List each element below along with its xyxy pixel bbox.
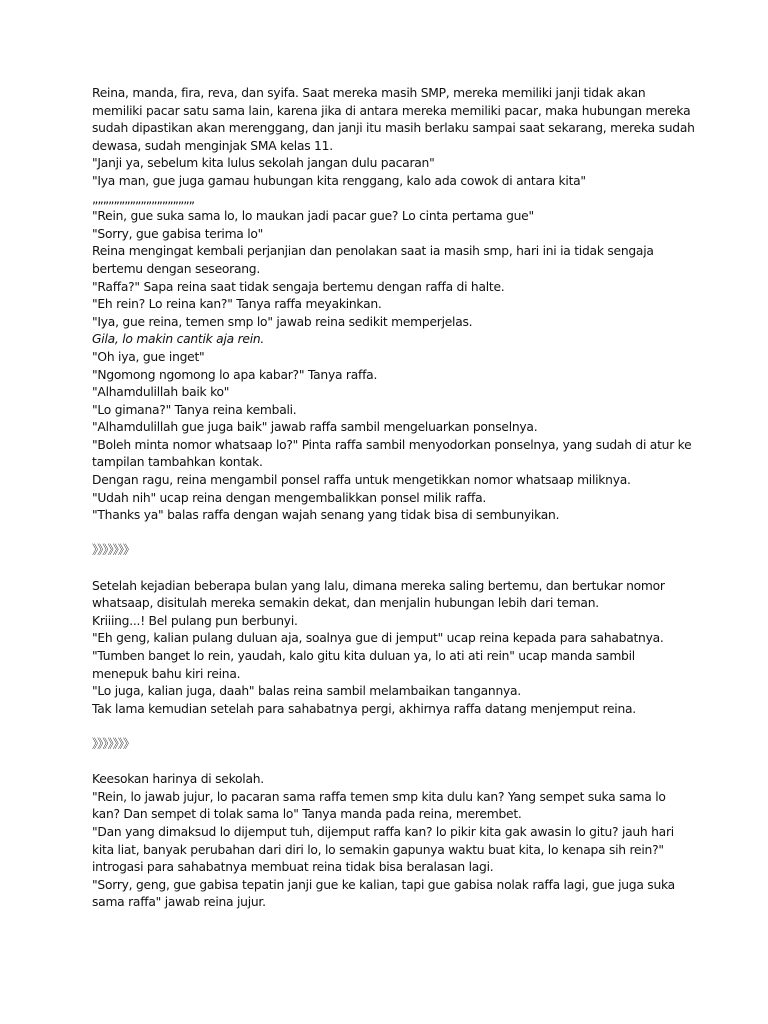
text-line: whatsaap, disitulah mereka semakin dekat, dan menjalin hubungan lebih dari teman. <box>92 596 599 611</box>
blank-line <box>92 560 682 578</box>
text-line: "Dan yang dimaksud lo dijemput tuh, dijemput raffa kan? lo pikir kita gak awasin lo gitu? jauh hari <box>92 824 674 839</box>
text-line: "Sorry, gue gabisa terima lo" <box>92 226 264 241</box>
text-line: "Lo gimana?" Tanya reina kembali. <box>92 402 297 417</box>
text-line: "Iya, gue reina, temen smp lo" jawab reina sedikit memperjelas. <box>92 314 473 329</box>
text-line: "Oh iya, gue inget" <box>92 349 205 364</box>
text-line: memiliki pacar satu sama lain, karena jika di antara mereka memiliki pacar, maka hubungan mereka <box>92 103 691 118</box>
section-separator: „„„„„„„„„„„„„„„„„„„ <box>92 191 195 206</box>
text-line: "Rein, gue suka sama lo, lo maukan jadi pacar gue? Lo cinta pertama gue" <box>92 209 534 224</box>
text-line: Dengan ragu, reina mengambil ponsel raffa untuk mengetikkan nomor whatsaap miliknya. <box>92 473 631 488</box>
blank-line <box>92 754 682 772</box>
text-line: tampilan tambahkan kontak. <box>92 455 263 470</box>
text-line: Tak lama kemudian setelah para sahabatnya pergi, akhirnya raffa datang menjemput reina. <box>92 701 636 716</box>
text-line: "Janji ya, sebelum kita lulus sekolah jangan dulu pacaran" <box>92 156 435 171</box>
text-line: "Alhamdulillah baik ko" <box>92 385 230 400</box>
text-line: "Sorry, geng, gue gabisa tepatin janji gue ke kalian, tapi gue gabisa nolak raffa lagi, gue juga suka <box>92 877 675 892</box>
text-line: Gila, lo makin cantik aja rein. <box>92 332 265 347</box>
text-line: introgasi para sahabatnya membuat reina tidak bisa beralasan lagi. <box>92 860 494 875</box>
text-line: "Ngomong ngomong lo apa kabar?" Tanya raffa. <box>92 367 378 382</box>
text-line: "Eh rein? Lo reina kan?" Tanya raffa meyakinkan. <box>92 297 382 312</box>
text-line: "Lo juga, kalian juga, daah" balas reina sambil melambaikan tangannya. <box>92 684 521 699</box>
text-line: bertemu dengan seseorang. <box>92 261 261 276</box>
text-line: dewasa, sudah menginjak SMA kelas 11. <box>92 138 333 153</box>
text-line: "Tumben banget lo rein, yaudah, kalo gitu kita duluan ya, lo ati ati rein" ucap manda sambil <box>92 649 635 663</box>
text-line: "Rein, lo jawab jujur, lo pacaran sama raffa temen smp kita dulu kan? Yang sempet suka sama lo <box>92 789 666 804</box>
text-line: menepuk bahu kiri reina. <box>92 666 241 681</box>
text-line: Reina mengingat kembali perjanjian dan penolakan saat ia masih smp, hari ini ia tidak sengaja <box>92 244 654 259</box>
text-line: kita liat, banyak perubahan dari diri lo, lo semakin gapunya waktu buat kita, lo kenapa sih rein?" <box>92 842 664 857</box>
document-page <box>92 85 695 912</box>
section-separator: 》》》》》》》 <box>92 543 135 558</box>
text-line: "Iya man, gue juga gamau hubungan kita renggang, kalo ada cowok di antara kita" <box>92 173 586 188</box>
section-separator: 》》》》》》》 <box>92 736 135 751</box>
text-line: "Boleh minta nomor whatsaap lo?" Pinta raffa sambil menyodorkan ponselnya, yang sudah di atur ke <box>92 437 692 452</box>
blank-line <box>92 525 682 543</box>
text-line: "Raffa?" Sapa reina saat tidak sengaja bertemu dengan raffa di halte. <box>92 279 505 294</box>
text-line: Reina, manda, fira, reva, dan syifa. Saat mereka masih SMP, mereka memiliki janji tidak akan <box>92 86 646 100</box>
text-line: "Thanks ya" balas raffa dengan wajah senang yang tidak bisa di sembunyikan. <box>92 508 560 523</box>
text-line: kan? Dan sempet di tolak sama lo" Tanya manda pada reina, merembet. <box>92 807 522 822</box>
text-line: sama raffa" jawab reina jujur. <box>92 895 266 910</box>
text-line: "Alhamdulillah gue juga baik" jawab raffa sambil mengeluarkan ponselnya. <box>92 420 538 435</box>
text-line: sudah dipastikan akan merenggang, dan janji itu masih berlaku sampai saat sekarang, mereka sudah <box>92 121 695 136</box>
text-line: "Eh geng, kalian pulang duluan aja, soalnya gue di jemput" ucap reina kepada para sahabatnya. <box>92 631 664 646</box>
text-line: Keesokan harinya di sekolah. <box>92 772 264 787</box>
text-line: "Udah nih" ucap reina dengan mengembalikkan ponsel milik raffa. <box>92 490 487 505</box>
blank-line <box>92 718 682 736</box>
text-line: Kriiing...! Bel pulang pun berbunyi. <box>92 613 298 628</box>
text-line: Setelah kejadian beberapa bulan yang lalu, dimana mereka saling bertemu, dan bertukar nomor <box>92 578 665 593</box>
